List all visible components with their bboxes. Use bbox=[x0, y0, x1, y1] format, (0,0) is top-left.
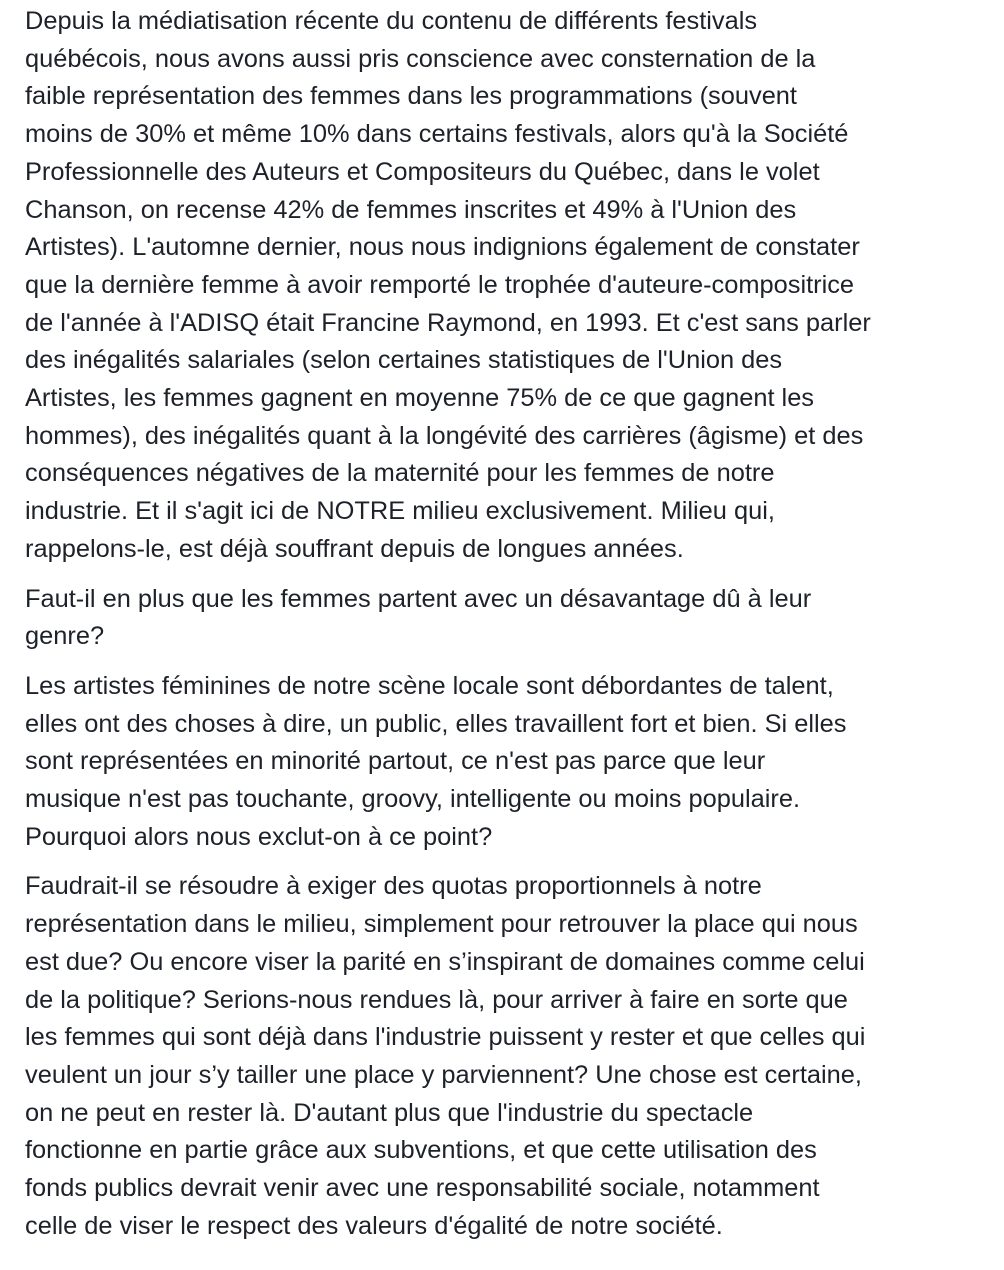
text-line: que la dernière femme à avoir remporté le trophée d'auteure-compositrice bbox=[25, 270, 855, 299]
text-line: fonctionne en partie grâce aux subventions, et que cette utilisation des bbox=[25, 1136, 817, 1165]
text-line: sont représentées en minorité partout, ce n'est pas parce que leur bbox=[25, 747, 766, 776]
text-line: québécois, nous avons aussi pris conscience avec consternation de la bbox=[25, 44, 816, 73]
text-line: est due? Ou encore viser la parité en s’inspirant de domaines comme celui bbox=[25, 947, 865, 976]
text-line: Les artistes féminines de notre scène locale sont débordantes de talent, bbox=[25, 671, 834, 700]
text-line: veulent un jour s’y tailler une place y parviennent? Une chose est certaine, bbox=[25, 1060, 862, 1089]
paragraph-4 bbox=[25, 868, 995, 1245]
text-line: conséquences négatives de la maternité pour les femmes de notre bbox=[25, 459, 775, 488]
text-line: on ne peut en rester là. D'autant plus que l'industrie du spectacle bbox=[25, 1098, 754, 1127]
text-line: rappelons-le, est déjà souffrant depuis de longues années. bbox=[25, 534, 684, 563]
text-line: moins de 30% et même 10% dans certains festivals, alors qu'à la Société bbox=[25, 120, 849, 149]
paragraph-2 bbox=[25, 581, 995, 656]
post-text bbox=[25, 3, 995, 1258]
paragraph-3 bbox=[25, 668, 995, 857]
text-line: Artistes, les femmes gagnent en moyenne 75% de ce que gagnent les bbox=[25, 384, 815, 413]
text-line: de l'année à l'ADISQ était Francine Raymond, en 1993. Et c'est sans parler bbox=[25, 308, 871, 337]
text-line: genre? bbox=[25, 622, 105, 651]
text-line: celle de viser le respect des valeurs d'égalité de notre société. bbox=[25, 1211, 723, 1240]
text-line: Pourquoi alors nous exclut-on à ce point? bbox=[25, 822, 493, 851]
text-line: fonds publics devrait venir avec une responsabilité sociale, notamment bbox=[25, 1174, 820, 1203]
text-line: Professionnelle des Auteurs et Compositeurs du Québec, dans le volet bbox=[25, 157, 820, 186]
text-line: des inégalités salariales (selon certaines statistiques de l'Union des bbox=[25, 346, 783, 375]
text-line: faible représentation des femmes dans les programmations (souvent bbox=[25, 82, 797, 111]
text-line: les femmes qui sont déjà dans l'industrie puissent y rester et que celles qui bbox=[25, 1023, 866, 1052]
text-line: Artistes). L'automne dernier, nous nous indignions également de constater bbox=[25, 233, 860, 262]
text-line: représentation dans le milieu, simplement pour retrouver la place qui nous bbox=[25, 910, 858, 939]
text-line: musique n'est pas touchante, groovy, intelligente ou moins populaire. bbox=[25, 785, 801, 814]
text-line: Depuis la médiatisation récente du contenu de différents festivals bbox=[25, 7, 758, 35]
text-line: industrie. Et il s'agit ici de NOTRE milieu exclusivement. Milieu qui, bbox=[25, 497, 775, 526]
text-line: de la politique? Serions-nous rendues là, pour arriver à faire en sorte que bbox=[25, 985, 848, 1014]
text-line: hommes), des inégalités quant à la longévité des carrières (âgisme) et des bbox=[25, 421, 864, 450]
paragraph-1 bbox=[25, 3, 995, 569]
text-line: Chanson, on recense 42% de femmes inscrites et 49% à l'Union des bbox=[25, 195, 797, 224]
text-line: Faut-il en plus que les femmes partent avec un désavantage dû à leur bbox=[25, 584, 812, 613]
text-line: elles ont des choses à dire, un public, elles travaillent fort et bien. Si elles bbox=[25, 709, 847, 738]
text-line: Faudrait-il se résoudre à exiger des quotas proportionnels à notre bbox=[25, 872, 762, 901]
